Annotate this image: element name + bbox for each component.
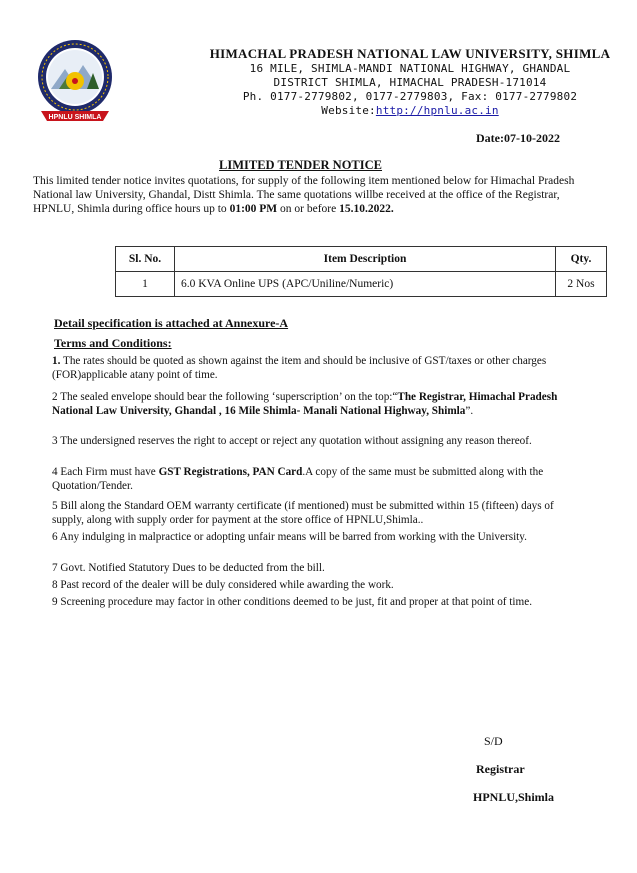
emblem-icon xyxy=(31,37,119,125)
signature-designation: Registrar xyxy=(476,762,525,776)
intro-text-2: on or before xyxy=(277,203,340,215)
condition-2 xyxy=(52,390,572,418)
spec-note: Detail specification is attached at Annexure-A xyxy=(54,316,289,330)
condition-2-text-b: ”. xyxy=(465,405,474,417)
address-line-1: 16 MILE, SHIMLA-MANDI NATIONAL HIGHWAY, GHANDAL xyxy=(249,62,571,75)
condition-1 xyxy=(52,354,572,382)
condition-2-text-a: The sealed envelope should bear the following ‘superscription’ on the top:“ xyxy=(57,391,398,403)
condition-4-text-a: 4 Each Firm must have xyxy=(52,466,159,478)
signature-sd: S/D xyxy=(484,734,503,748)
condition-1-number: 1. xyxy=(52,355,61,367)
phone-fax: Ph. 0177-2779802, 0177-2779803, Fax: 0177-2779802 xyxy=(242,90,578,103)
header-qty: Qty. xyxy=(556,247,607,272)
condition-4-text-b: .A copy of the same must be submitted along with the Quotation/Tender. xyxy=(52,466,544,492)
university-name: HIMACHAL PRADESH NATIONAL LAW UNIVERSITY, SHIMLA xyxy=(209,46,611,61)
condition-5: 5 Bill along the Standard OEM warranty certificate (if mentioned) must be submitted within 15 (fifteen) days of supply, along with supply order for payment at the store office of HPNLU,Shimla.. xyxy=(52,500,554,526)
cell-sl-no: 1 xyxy=(116,272,175,297)
terms-heading: Terms and Conditions: xyxy=(54,336,172,350)
table-header-row xyxy=(116,247,607,272)
notice-intro xyxy=(33,174,581,216)
address-line-2: DISTRICT SHIMLA, HIMACHAL PRADESH-171014 xyxy=(273,76,547,89)
header-item-description: Item Description xyxy=(175,247,556,272)
condition-9: 9 Screening procedure may factor in other conditions deemed to be just, fit and proper at that point of time. xyxy=(52,596,532,608)
intro-deadline: 15.10.2022. xyxy=(339,203,394,215)
cell-qty: 2 Nos xyxy=(556,272,607,297)
condition-4 xyxy=(52,465,572,493)
university-logo xyxy=(31,37,119,125)
signature-org: HPNLU,Shimla xyxy=(473,790,555,804)
website-line xyxy=(155,104,637,117)
condition-4-bold: GST Registrations, PAN Card xyxy=(158,466,303,478)
website-link[interactable]: http://hpnlu.ac.in xyxy=(375,104,499,117)
condition-6: 6 Any indulging in malpractice or adopting unfair means will be barred from working with the University. xyxy=(52,531,527,543)
condition-1-text: The rates should be quoted as shown against the item and should be inclusive of GST/taxes or other charges (FOR)applicable atany point of time. xyxy=(52,355,547,381)
cell-item-description: 6.0 KVA Online UPS (APC/Uniline/Numeric) xyxy=(175,272,556,297)
notice-date: Date:07-10-2022 xyxy=(476,131,560,145)
condition-2-address: The Registrar, Himachal Pradesh National Law University, Ghandal , 16 Mile Shimla- Manali National Highway, Shimla xyxy=(52,391,558,417)
intro-text-1: This limited tender notice invites quotations, for supply of the following item mentioned below for Himachal Pradesh National law University, Ghandal, Distt Shimla. The same quotations willbe received at the office of the Registrar, HPNLU, Shimla during office hours up to xyxy=(33,175,575,215)
header-sl-no: Sl. No. xyxy=(116,247,175,272)
condition-8: 8 Past record of the dealer will be duly considered while awarding the work. xyxy=(52,579,394,591)
condition-2-number: 2 xyxy=(52,391,58,403)
logo-caption: HPNLU SHIMLA xyxy=(48,114,102,121)
notice-title: LIMITED TENDER NOTICE xyxy=(219,158,383,172)
table-row xyxy=(116,272,607,297)
intro-time: 01:00 PM xyxy=(229,203,278,215)
website-label: Website: xyxy=(321,104,376,117)
condition-3: 3 The undersigned reserves the right to accept or reject any quotation without assigning any reason thereof. xyxy=(52,435,532,447)
condition-7: 7 Govt. Notified Statutory Dues to be deducted from the bill. xyxy=(52,562,325,574)
items-table xyxy=(115,246,607,297)
